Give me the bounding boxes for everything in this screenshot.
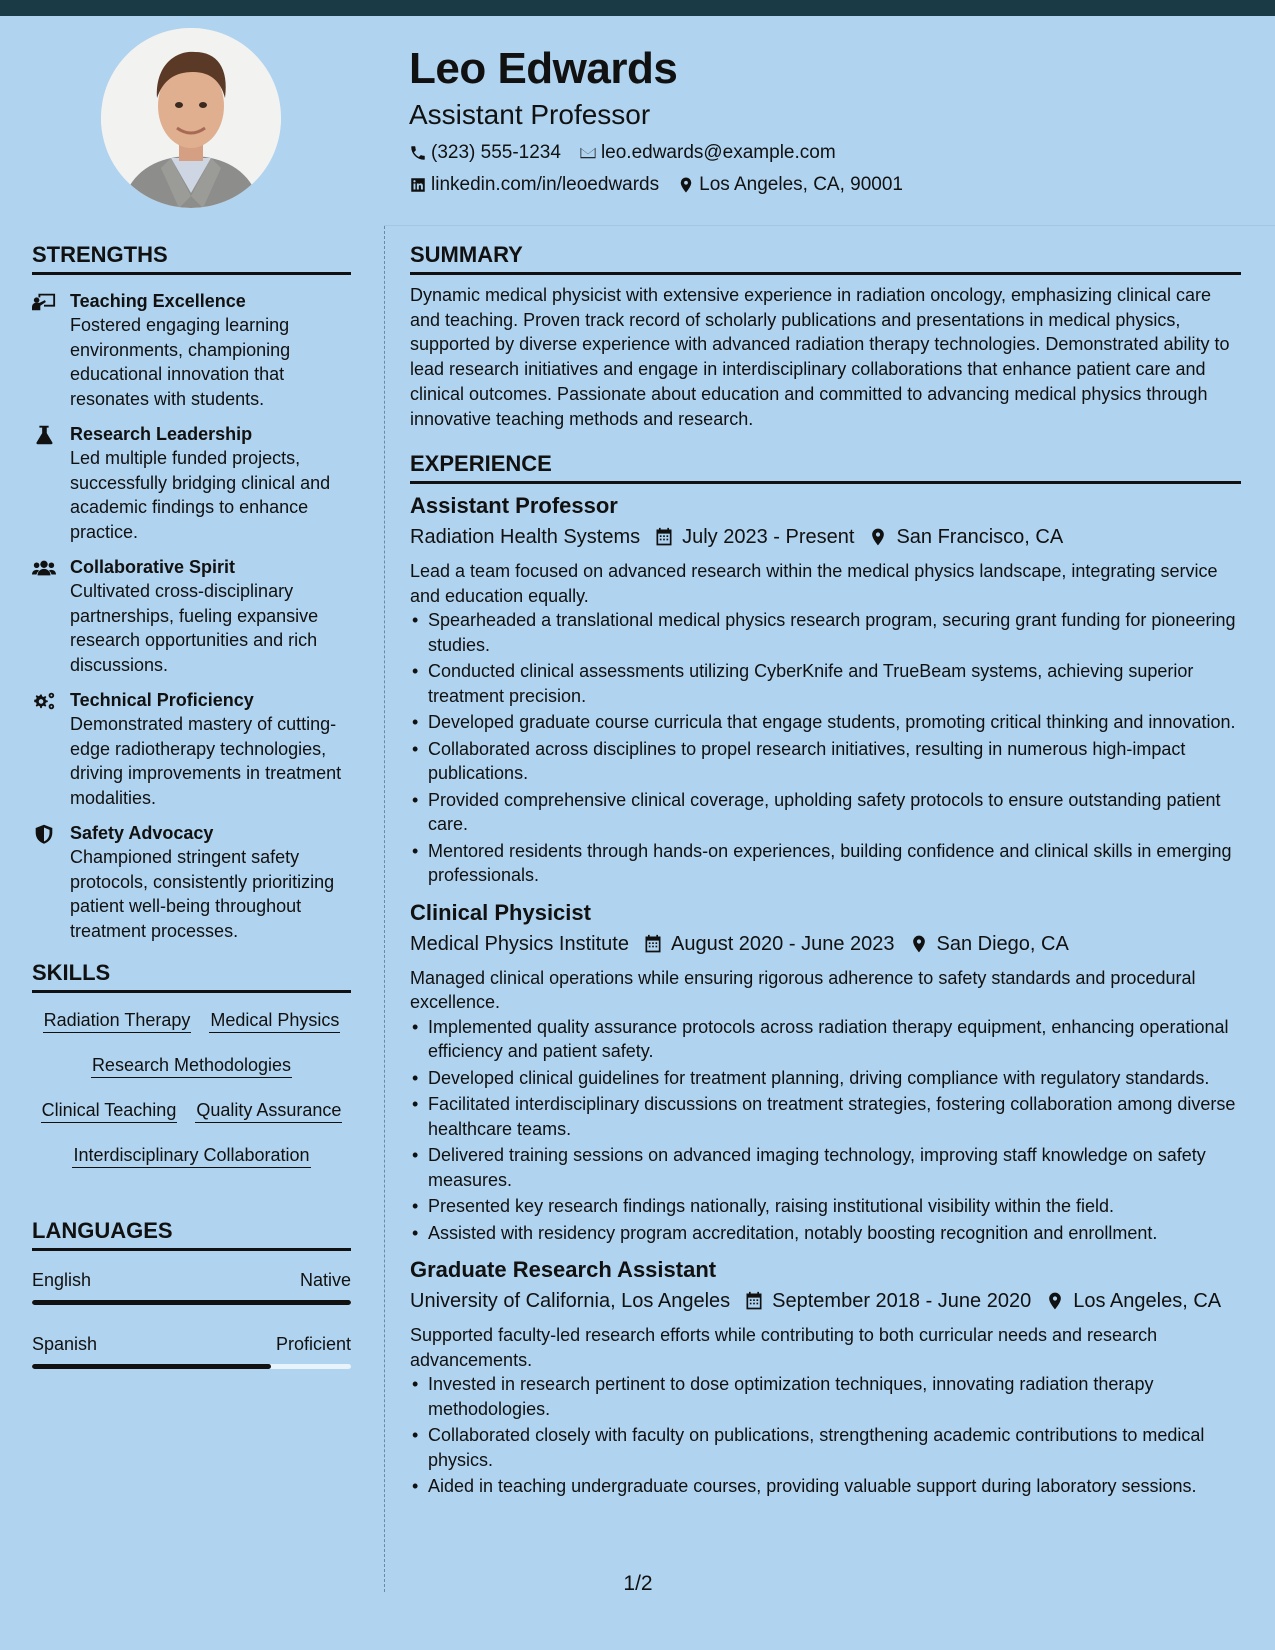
job-description: Lead a team focused on advanced research within the medical physics landscape, integrating service and education equally. [410,561,1218,606]
job-bullet: • Conducted clinical assessments utilizing CyberKnife and TrueBeam systems, achieving superior treatment precision. [410,659,1241,708]
linkedin-icon [409,176,427,194]
language-level: Native [299,1270,351,1290]
strength-description: Fostered engaging learning environments, championing educational innovation that resonates with students. [70,315,291,409]
language-proficiency-fill [32,1364,271,1369]
language-level: Proficient [275,1334,351,1354]
language-item [32,1269,351,1305]
contact-row-1 [409,142,1249,164]
language-name: English [32,1270,92,1290]
strength-description: Led multiple funded projects, successfully bridging clinical and academic findings to enhance practice. [70,448,331,542]
job-company: Medical Physics Institute [410,932,629,955]
email-text: leo.edwards@example.com [600,142,836,163]
job-bullet: • Collaborated closely with faculty on publications, strengthening academic contributions to medical physics. [410,1423,1241,1472]
strength-title: Teaching Excellence [70,291,246,311]
top-bar [0,0,1275,16]
job-company: University of California, Los Angeles [410,1290,731,1313]
language-proficiency-fill [32,1300,351,1305]
users-icon [32,557,56,579]
strengths-list [32,289,351,943]
strength-title: Collaborative Spirit [70,557,236,577]
page-number: 1/2 [623,1572,653,1595]
job-company: Radiation Health Systems [410,526,641,549]
strength-description: Championed stringent safety protocols, consistently prioritizing patient well-being throughout treatment processes. [70,847,335,941]
job-meta [410,523,1241,551]
job-entry [410,1255,1241,1499]
right-column [410,240,1241,1501]
summary-text: Dynamic medical physicist with extensive experience in radiation oncology, emphasizing clinical care and teaching. Proven track record of scholarly publications and presentations in medical physics, supported by diverse experience with advanced radiation therapy technologies. Demonstrated ability to lead research initiatives and engage in interdisciplinary collaborations that enhance patient care and clinical outcomes. Passionate about education and committed to advancing medical physics through innovative teaching methods and research. [410,285,1230,429]
skill-tag: Medical Physics [209,1009,340,1033]
job-title: Graduate Research Assistant [410,1257,717,1283]
job-bullet: • Developed graduate course curricula that engage students, promoting critical thinking and innovation. [410,710,1241,735]
job-entry [410,491,1241,888]
phone-text: (323) 555-1234 [431,142,561,163]
language-proficiency-bar [32,1364,351,1369]
strengths-heading: STRENGTHS [32,240,351,275]
resume-header [409,42,1249,196]
skill-tag: Quality Assurance [195,1099,342,1123]
job-bullets [410,1372,1241,1499]
profile-photo [101,28,281,208]
candidate-name: Leo Edwards [409,44,678,93]
gears-icon [32,690,56,712]
shield-icon [32,823,56,845]
strength-item [32,555,351,677]
contact-row-2 [409,174,1249,196]
job-dates: August 2020 - June 2023 [670,932,895,955]
job-description: Supported faculty-led research efforts while contributing to both curricular needs and research advancements. [410,1325,1158,1370]
job-bullet: • Facilitated interdisciplinary discussions on treatment strategies, fostering collaboration among diverse healthcare teams. [410,1092,1241,1141]
strength-title: Research Leadership [70,424,253,444]
job-bullet: • Implemented quality assurance protocols across radiation therapy equipment, enhancing operational efficiency and patient safety. [410,1015,1241,1064]
job-bullet: • Provided comprehensive clinical coverage, upholding safety protocols to ensure outstanding patient care. [410,788,1241,837]
job-meta [410,1287,1241,1315]
calendar-icon [643,934,663,954]
language-name: Spanish [32,1334,98,1354]
left-column [32,240,351,1369]
header-divider [384,225,1275,226]
job-entry [410,898,1241,1246]
summary-heading: SUMMARY [410,240,1241,275]
experience-section [410,449,1241,1499]
chalkboard-teacher-icon [32,291,56,313]
skill-tag: Clinical Teaching [41,1099,178,1123]
job-title: Clinical Physicist [410,899,591,925]
strength-item [32,688,351,810]
job-bullets [410,1015,1241,1246]
envelope-icon [579,144,597,162]
job-bullet: • Delivered training sessions on advanced imaging technology, improving staff knowledge on safety measures. [410,1143,1241,1192]
job-meta [410,930,1241,958]
phone-icon [409,144,427,162]
email-contact[interactable] [579,142,836,164]
strength-title: Technical Proficiency [70,690,254,710]
column-divider [384,226,385,1592]
job-bullet: • Presented key research findings nationally, raising institutional visibility within the field. [410,1194,1241,1219]
strength-title: Safety Advocacy [70,823,214,843]
job-title: Assistant Professor [410,493,618,519]
strength-item [32,289,351,411]
job-location: San Francisco, CA [896,526,1064,549]
map-pin-icon [1045,1291,1065,1311]
skill-tag: Research Methodologies [91,1054,292,1078]
skills-list [32,1009,351,1168]
phone-contact[interactable] [409,142,561,164]
job-location: Los Angeles, CA [1073,1290,1222,1313]
job-bullet: • Developed clinical guidelines for treatment planning, driving compliance with regulatory standards. [410,1066,1241,1091]
skill-tag: Interdisciplinary Collaboration [72,1144,310,1168]
map-pin-icon [677,176,695,194]
strength-item [32,821,351,943]
job-bullet: • Mentored residents through hands-on experiences, building confidence and clinical skills in emerging professionals. [410,839,1241,888]
flask-icon [32,424,56,446]
calendar-icon [654,527,674,547]
map-pin-icon [909,934,929,954]
skills-section [32,958,351,1168]
language-item [32,1333,351,1369]
linkedin-text: linkedin.com/in/leoedwards [431,174,660,195]
strength-description: Demonstrated mastery of cutting-edge radiotherapy technologies, driving improvements in treatment modalities. [70,714,342,808]
languages-section [32,1216,351,1369]
job-bullet: • Collaborated across disciplines to propel research initiatives, resulting in numerous high-impact publications. [410,737,1241,786]
location-text: Los Angeles, CA, 90001 [699,174,903,195]
location-contact [677,174,903,196]
job-location: San Diego, CA [936,932,1069,955]
map-pin-icon [868,527,888,547]
experience-heading: EXPERIENCE [410,449,1241,484]
languages-heading: LANGUAGES [32,1216,351,1251]
calendar-icon [744,1291,764,1311]
job-bullet: • Aided in teaching undergraduate courses, providing valuable support during laboratory sessions. [410,1474,1241,1499]
strength-item [32,422,351,544]
skills-heading: SKILLS [32,958,351,993]
job-bullets [410,608,1241,888]
job-description: Managed clinical operations while ensuring rigorous adherence to safety standards and procedural excellence. [410,967,1196,1013]
job-dates: September 2018 - June 2020 [772,1290,1032,1313]
linkedin-contact[interactable] [409,174,659,196]
skill-tag: Radiation Therapy [43,1009,192,1033]
language-proficiency-bar [32,1300,351,1305]
job-dates: July 2023 - Present [682,526,855,549]
job-bullet: • Spearheaded a translational medical physics research program, securing grant funding for pioneering studies. [410,608,1241,657]
job-bullet: • Invested in research pertinent to dose optimization techniques, innovating radiation therapy methodologies. [410,1372,1241,1421]
strength-description: Cultivated cross-disciplinary partnerships, fueling expansive research opportunities and rich discussions. [70,581,319,675]
candidate-title: Assistant Professor [409,99,651,130]
job-bullet: • Assisted with residency program accreditation, notably boosting recognition and enrollment. [410,1221,1241,1246]
